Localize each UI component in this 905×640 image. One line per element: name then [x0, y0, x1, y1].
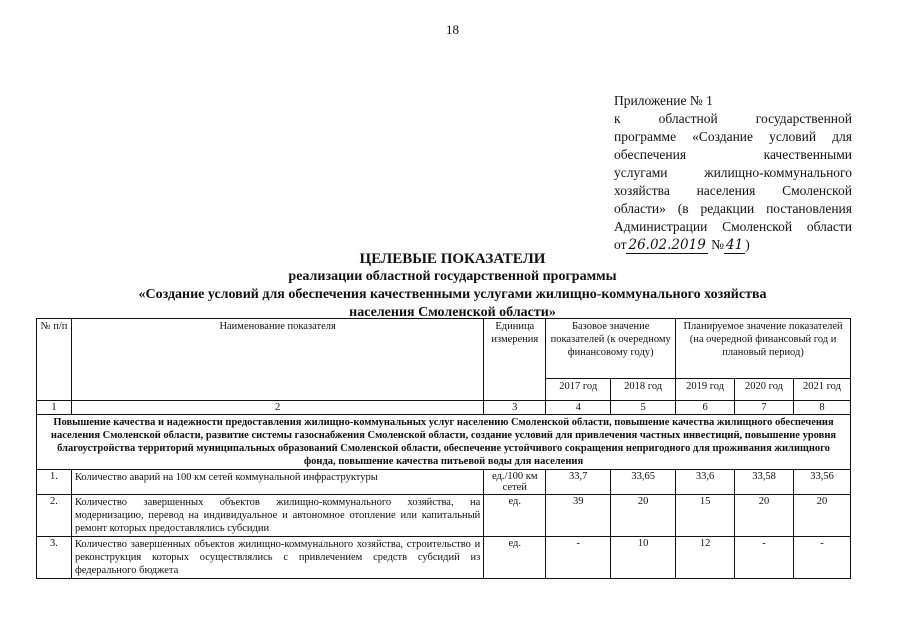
row-unit: ед./100 км сетей [484, 470, 546, 495]
handwritten-number: 41 [726, 237, 744, 253]
row-value: 33,65 [611, 470, 676, 495]
row-name: Количество аварий на 100 км сетей коммунальной инфраструктуры [71, 470, 483, 495]
index-cell: 5 [611, 401, 676, 415]
document-subtitle: реализации областной государственной программы [288, 269, 617, 284]
appendix-line: программе «Создание условий для [614, 129, 852, 144]
appendix-block [614, 92, 852, 254]
header-name: Наименование показателя [71, 319, 483, 401]
appendix-line: к областной государственной [614, 111, 852, 126]
page-number: 18 [446, 22, 459, 37]
index-cell: 2 [71, 401, 483, 415]
header-year: 2018 год [611, 379, 676, 401]
appendix-line: Администрации Смоленской области [614, 219, 852, 234]
index-cell: 1 [37, 401, 72, 415]
handwritten-date: 26.02.2019 [628, 237, 706, 253]
document-title-block [0, 250, 905, 322]
row-value: - [546, 537, 611, 579]
row-value: 33,56 [794, 470, 851, 495]
row-value: 10 [611, 537, 676, 579]
index-cell: 6 [676, 401, 735, 415]
row-value: 20 [611, 495, 676, 537]
row-value: 20 [735, 495, 794, 537]
header-unit: Единица измерения [484, 319, 546, 401]
row-value: 33,6 [676, 470, 735, 495]
program-name: «Создание условий для обеспечения качественными услугами жилищно-коммунального хозяйства [138, 287, 767, 302]
header-year: 2020 год [735, 379, 794, 401]
header-year: 2019 год [676, 379, 735, 401]
section-heading: Повышение качества и надежности предоставления жилищно-коммунальных услуг населению Смоленской области, повышение качества жилищного обеспечения населения Смоленской области, развитие системы газоснабжения Смоленской области, создание условий для привлечения частных инвестиций, повышение уровня благоустройства территорий муниципальных образований Смоленской области, обеспечение устойчивого сокращения непригодного для проживания жилищного фонда, повышение качества питьевой воды для населения [37, 415, 851, 470]
row-num: 3. [37, 537, 72, 579]
row-value: 15 [676, 495, 735, 537]
section-row [37, 415, 851, 470]
row-num: 1. [37, 470, 72, 495]
appendix-title: Приложение № 1 [614, 93, 713, 108]
row-value: 33,58 [735, 470, 794, 495]
index-cell: 8 [794, 401, 851, 415]
row-value: - [794, 537, 851, 579]
row-value: 20 [794, 495, 851, 537]
appendix-line: хозяйства населения Смоленской [614, 183, 852, 198]
indicators-table [36, 318, 851, 579]
row-name: Количество завершенных объектов жилищно-коммунального хозяйства, на модернизацию, перевод на индивидуальное и автономное отопление или капитальный ремонт которых предоставлялись субсидии [71, 495, 483, 537]
row-value: 33,7 [546, 470, 611, 495]
header-year: 2017 год [546, 379, 611, 401]
program-name-cont: населения Смоленской области» [349, 305, 556, 320]
row-unit: ед. [484, 495, 546, 537]
header-year: 2021 год [794, 379, 851, 401]
appendix-line: области» (в редакции постановления [614, 201, 852, 216]
row-value: 12 [676, 537, 735, 579]
row-value: - [735, 537, 794, 579]
row-name: Количество завершенных объектов жилищно-коммунального хозяйства, строительство и реконструкция которых осуществлялись с привлечением средств субсидий из федерального бюджета [71, 537, 483, 579]
number-prefix: № [711, 237, 725, 252]
header-plan: Планируемое значение показателей (на очередной финансовый год и плановый период) [676, 319, 851, 379]
appendix-line: обеспечения качественными [614, 147, 852, 162]
header-base: Базовое значение показателей (к очередному финансовому году) [546, 319, 676, 379]
index-cell: 7 [735, 401, 794, 415]
row-unit: ед. [484, 537, 546, 579]
index-row [37, 401, 851, 415]
table-row [37, 537, 851, 579]
header-num: № п/п [37, 319, 72, 401]
row-num: 2. [37, 495, 72, 537]
document-title: ЦЕЛЕВЫЕ ПОКАЗАТЕЛИ [359, 251, 546, 267]
table-row [37, 470, 851, 495]
row-value: 39 [546, 495, 611, 537]
date-prefix: от [614, 237, 627, 252]
index-cell: 4 [546, 401, 611, 415]
close-paren: ) [745, 237, 750, 252]
appendix-line: услугами жилищно-коммунального [614, 165, 852, 180]
index-cell: 3 [484, 401, 546, 415]
table-row [37, 495, 851, 537]
